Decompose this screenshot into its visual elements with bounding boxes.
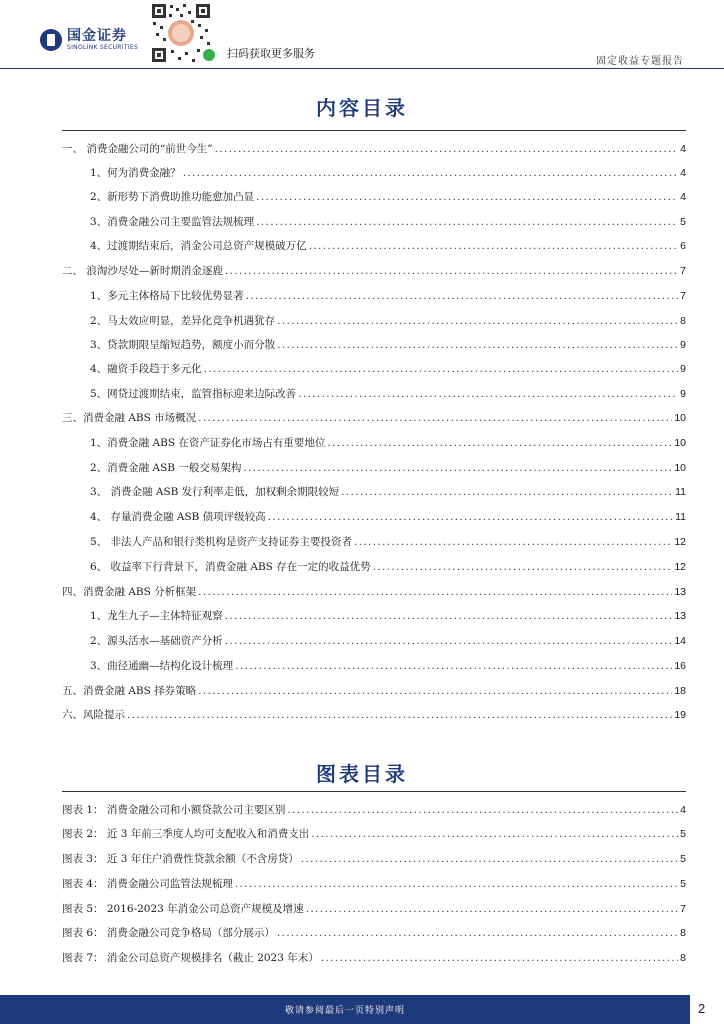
page-header: [0, 0, 724, 68]
toc-entry[interactable]: 3、曲径通幽—结构化设计梳理 . . . 16: [90, 658, 686, 674]
toc-entry[interactable]: 3、消费金融公司主要监管法规梳理 . . . 5: [90, 214, 686, 230]
company-logo: [40, 28, 138, 52]
toc-entry[interactable]: 三、消费金融 ABS 市场概况 . . . 10: [62, 410, 686, 426]
logo-icon: [40, 29, 62, 51]
toc-entry[interactable]: 3、贷款期限呈缩短趋势，额度小而分散 . . . 9: [90, 337, 686, 353]
page-number: 2: [698, 1001, 706, 1016]
figure-entry[interactable]: 图表 3： 近 3 年住户消费性贷款余额（不含房贷） . . . 5: [62, 851, 686, 867]
toc-entry[interactable]: 4、 存量消费金融 ASB 债项评级较高 . . . 11: [90, 509, 686, 525]
toc-entry[interactable]: 2、消费金融 ASB 一般交易架构 . . . 10: [90, 460, 686, 476]
toc-entry[interactable]: 2、源头活水—基础资产分析 . . . 14: [90, 633, 686, 649]
toc-entry[interactable]: 2、马太效应明显，差异化竞争机遇犹存 . . . 8: [90, 313, 686, 329]
toc-entry[interactable]: 五、消费金融 ABS 择券策略 . . . 18: [62, 683, 686, 699]
toc-rule: [62, 130, 686, 131]
footer-disclaimer[interactable]: 敬请参阅最后一页特别声明: [284, 1006, 405, 1016]
toc-entry[interactable]: 二、 浪淘沙尽处—新时期消金逐鹿 . . . 7: [62, 263, 686, 279]
toc-entry[interactable]: 六、风险提示 . . . 19: [62, 707, 686, 723]
figure-entry[interactable]: 图表 2： 近 3 年前三季度人均可支配收入和消费支出 . . . 5: [62, 826, 686, 842]
toc-entry[interactable]: 4、过渡期结束后，消金公司总资产规模破万亿 . . . 6: [90, 238, 686, 254]
logo-name-cn: 国金证券: [67, 28, 127, 44]
figure-entry[interactable]: 图表 6： 消费金融公司竞争格局（部分展示） . . . 8: [62, 925, 686, 941]
header-divider: [0, 68, 724, 69]
page-footer: [0, 995, 724, 1024]
toc-entry[interactable]: 4、融资手段趋于多元化 . . . 9: [90, 361, 686, 377]
toc-entry[interactable]: 一、 消费金融公司的“前世今生” . . . 4: [62, 141, 686, 157]
figures-heading: 图表目录: [316, 762, 408, 786]
figure-entry[interactable]: 图表 7： 消金公司总资产规模排名（截止 2023 年末） . . . 8: [62, 950, 686, 966]
toc-entry[interactable]: 5、网贷过渡期结束，监管指标迎来边际改善 . . . 9: [90, 386, 686, 402]
toc-entry[interactable]: 2、新形势下消费助推功能愈加凸显 . . . 4: [90, 189, 686, 205]
toc-heading: 内容目录: [316, 96, 408, 120]
toc-entry[interactable]: 5、 非法人产品和银行类机构是资产支持证券主要投资者 . . . 12: [90, 534, 686, 550]
qr-caption: 扫码获取更多服务: [227, 47, 315, 60]
wechat-icon: [203, 49, 215, 61]
toc-entry[interactable]: 6、 收益率下行背景下，消费金融 ABS 存在一定的收益优势 . . . 12: [90, 559, 686, 575]
figure-entry[interactable]: 图表 5： 2016-2023 年消金公司总资产规模及增速 . . . 7: [62, 901, 686, 917]
figures-rule: [62, 791, 686, 792]
figure-entry[interactable]: 图表 4： 消费金融公司监管法规梳理 . . . 5: [62, 876, 686, 892]
logo-name-en: SINOLINK SECURITIES: [67, 44, 139, 51]
toc-entry[interactable]: 1、消费金融 ABS 在资产证券化市场占有重要地位 . . . 10: [90, 435, 686, 451]
toc-entry[interactable]: 1、多元主体格局下比较优势显著 . . . 7: [90, 288, 686, 304]
toc-entry[interactable]: 3、 消费金融 ASB 发行利率走低，加权剩余期限较短 . . . 11: [90, 484, 686, 500]
toc-entry[interactable]: 四、消费金融 ABS 分析框架 . . . 13: [62, 584, 686, 600]
toc-entry[interactable]: 1、龙生九子—主体特征观察 . . . 13: [90, 608, 686, 624]
toc-entry[interactable]: 1、何为消费金融？ . . . 4: [90, 165, 686, 181]
report-type-label: 固定收益专题报告: [596, 56, 684, 67]
figure-entry[interactable]: 图表 1： 消费金融公司和小额贷款公司主要区别 . . . 4: [62, 802, 686, 818]
